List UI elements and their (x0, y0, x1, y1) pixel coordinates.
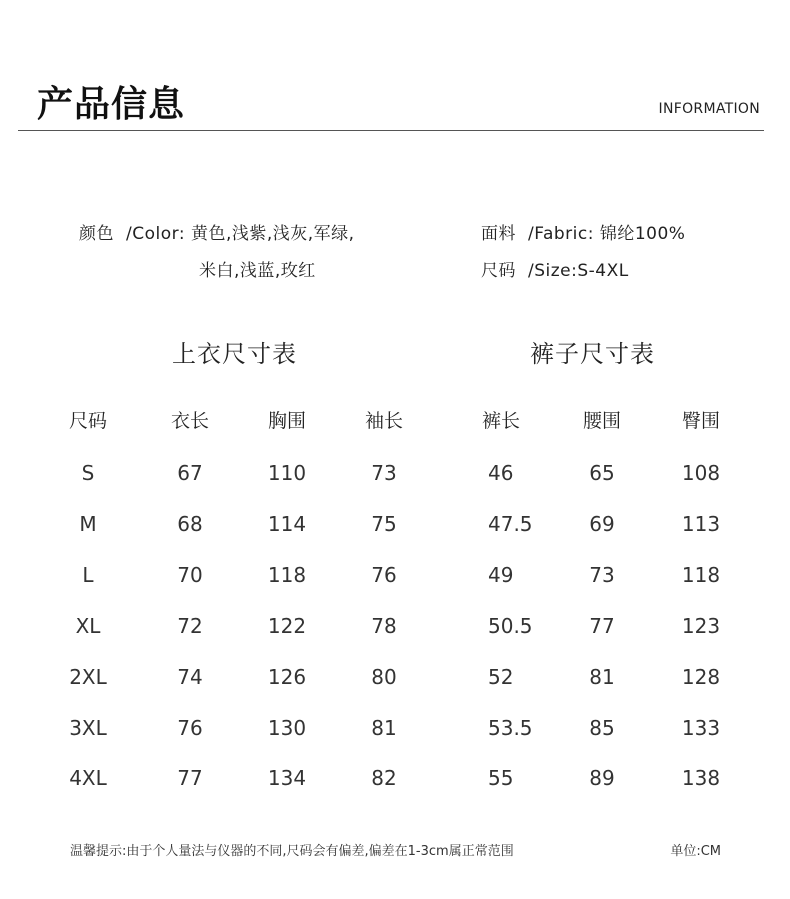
top-table-cell: 72 (177, 614, 203, 638)
top-table-cell: M (79, 512, 97, 536)
pants-table-cell: 128 (681, 665, 721, 689)
pants-table-cell: 65 (589, 461, 615, 485)
top-table-cell: 76 (371, 563, 397, 587)
fabric-label: 面料 (481, 224, 516, 244)
top-table-cell: 77 (177, 766, 203, 790)
top-table-cell: 73 (371, 461, 397, 485)
page-title: 产品信息 (37, 84, 186, 125)
top-table-cell: 4XL (69, 766, 107, 790)
fabric-value: 锦纶100% (599, 224, 686, 244)
top-table-cell: 74 (177, 665, 203, 689)
pants-table-cell: 52 (488, 665, 514, 689)
top-table-cell: 76 (177, 716, 203, 740)
pants-table-cell: 77 (589, 614, 615, 638)
pants-table-cell: 69 (589, 512, 615, 536)
top-table-cell: 114 (267, 512, 307, 536)
top-table-cell: 130 (267, 716, 307, 740)
color-info (79, 219, 355, 244)
top-table-cell: 67 (177, 461, 203, 485)
size-label: 尺码 (481, 261, 516, 281)
pants-table-cell: 53.5 (488, 716, 533, 740)
top-table-cell: 126 (267, 665, 307, 689)
top-table-header: 尺码 (68, 410, 107, 432)
pants-table-header: 臀围 (681, 410, 720, 432)
top-table-cell: 78 (371, 614, 397, 638)
top-table-cell: 122 (267, 614, 307, 638)
pants-table-cell: 138 (681, 766, 721, 790)
size-key: /Size: (528, 261, 578, 281)
top-table-cell: 2XL (69, 665, 107, 689)
pants-table-cell: 49 (488, 563, 514, 587)
top-table-cell: S (81, 461, 95, 485)
pants-table-cell: 113 (681, 512, 721, 536)
top-table-cell: 68 (177, 512, 203, 536)
pants-table-cell: 46 (488, 461, 514, 485)
pants-table-cell: 50.5 (488, 614, 533, 638)
top-table-title: 上衣尺寸表 (172, 340, 297, 368)
pants-table-header: 裤长 (481, 410, 520, 432)
top-table-cell: 81 (371, 716, 397, 740)
pants-table-cell: 89 (589, 766, 615, 790)
pants-table-header: 腰围 (582, 410, 621, 432)
top-table-cell: 118 (267, 563, 307, 587)
color-values-line2: 米白,浅蓝,玫红 (199, 261, 316, 281)
top-table-header: 衣长 (170, 410, 209, 432)
pants-table-cell: 118 (681, 563, 721, 587)
top-table-cell: XL (75, 614, 101, 638)
page-subtitle: INFORMATION (658, 101, 760, 117)
pants-table-cell: 123 (681, 614, 721, 638)
pants-table-cell: 85 (589, 716, 615, 740)
color-key: /Color: (126, 224, 186, 244)
top-table-header: 胸围 (267, 410, 306, 432)
pants-table-cell: 55 (488, 766, 514, 790)
pants-table-cell: 47.5 (488, 512, 533, 536)
top-table-cell: 110 (267, 461, 307, 485)
pants-table-cell: 73 (589, 563, 615, 587)
footer-note: 温馨提示:由于个人量法与仪器的不同,尺码会有偏差,偏差在1-3cm属正常范围 (70, 844, 514, 859)
top-table-header: 袖长 (364, 410, 403, 432)
pants-table-cell: 108 (681, 461, 721, 485)
top-table-cell: 75 (371, 512, 397, 536)
top-table-cell: 3XL (69, 716, 107, 740)
pants-table-cell: 81 (589, 665, 615, 689)
top-table-cell: L (82, 563, 94, 587)
top-table-cell: 70 (177, 563, 203, 587)
top-table-cell: 134 (267, 766, 307, 790)
fabric-key: /Fabric: (528, 224, 594, 244)
color-label: 颜色 (79, 224, 114, 244)
unit-label: 单位:CM (670, 844, 721, 859)
pants-table-cell: 133 (681, 716, 721, 740)
pants-table-title: 裤子尺寸表 (530, 340, 655, 368)
size-info (481, 256, 629, 281)
color-values-line1: 黄色,浅紫,浅灰,军绿, (190, 224, 355, 244)
size-value: S-4XL (577, 261, 629, 281)
fabric-info (481, 219, 685, 244)
top-table-cell: 80 (371, 665, 397, 689)
header-divider (18, 130, 764, 131)
top-table-cell: 82 (371, 766, 397, 790)
